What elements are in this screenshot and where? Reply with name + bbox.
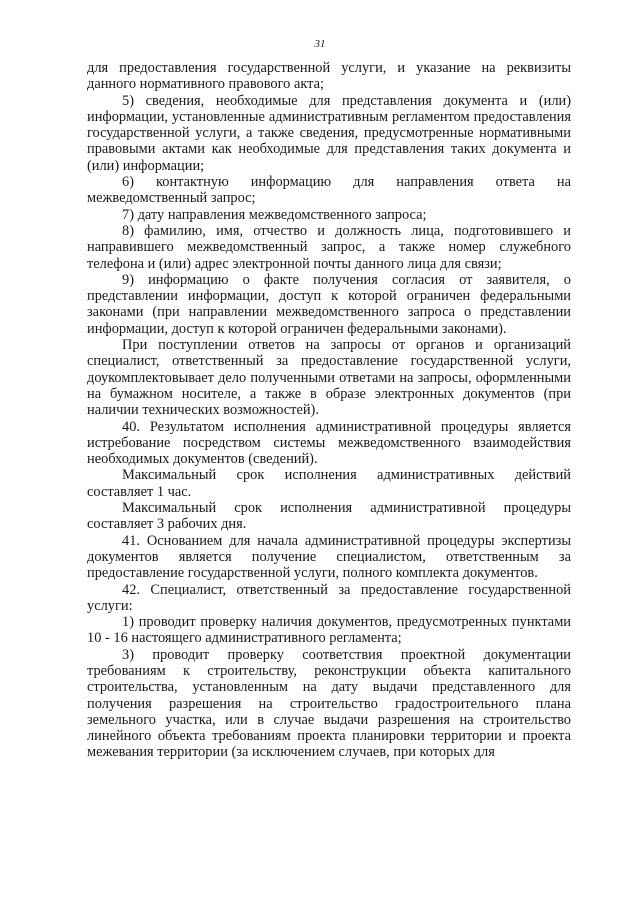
paragraph: Максимальный срок исполнения административной процедуры составляет 3 рабочих дня. xyxy=(87,500,571,533)
paragraph: Максимальный срок исполнения административных действий составляет 1 час. xyxy=(87,467,571,500)
paragraph: 8) фамилию, имя, отчество и должность лица, подготовившего и направившего межведомственный запрос, а также номер служебного телефона и (или) адрес электронной почты данного лица для связи; xyxy=(87,222,571,272)
paragraph: 1) проводит проверку наличия документов, предусмотренных пунктами 10 - 16 настоящего административного регламента; xyxy=(87,614,571,647)
paragraph: 6) контактную информацию для направления ответа на межведомственный запрос; xyxy=(87,174,571,207)
paragraph: 7) дату направления межведомственного запроса; xyxy=(122,206,427,223)
paragraph: для предоставления государственной услуги, и указание на реквизиты данного нормативного правового акта; xyxy=(87,60,571,93)
paragraph: 3) проводит проверку соответствия проектной документации требованиям к строительству, реконструкции объекта капитального строительства, установленным на дату выдачи представленного для получения разрешения на строительство градостроительного плана земельного участка, или в случае выдачи разрешения на строительство линейного объекта требованиям проекта планировки территории и проекта межевания территории (за исключением случаев, при которых для xyxy=(87,646,571,761)
paragraph: 42. Специалист, ответственный за предоставление государственной услуги: xyxy=(87,581,571,614)
paragraph: 9) информацию о факте получения согласия от заявителя, о представлении информации, доступ к которой ограничен федеральными законами (при направлении межведомственного запроса о представлении информации, доступ к которой ограничен федеральными законами). xyxy=(87,271,571,337)
paragraph: 5) сведения, необходимые для представления документа и (или) информации, установленные административным регламентом предоставления государственной услуги, а также сведения, предусмотренные нормативными правовыми актами как необходимые для представления таких документа и (или) информации; xyxy=(87,92,571,174)
paragraph: 40. Результатом исполнения административной процедуры является истребование посредством системы межведомственного взаимодействия необходимых документов (сведений). xyxy=(87,418,571,468)
document-body xyxy=(87,60,571,761)
page-number: 31 xyxy=(314,38,326,50)
paragraph: При поступлении ответов на запросы от органов и организаций специалист, ответственный за предоставление государственной услуги, доукомплектовывает дело полученными ответами на запросы, оформленными на бумажном носителе, а также в образе электронных документов (при наличии технических возможностей). xyxy=(87,337,571,419)
paragraph: 41. Основанием для начала административной процедуры экспертизы документов является получение специалистом, ответственным за предоставление государственной услуги, полного комплекта документов. xyxy=(87,532,571,582)
